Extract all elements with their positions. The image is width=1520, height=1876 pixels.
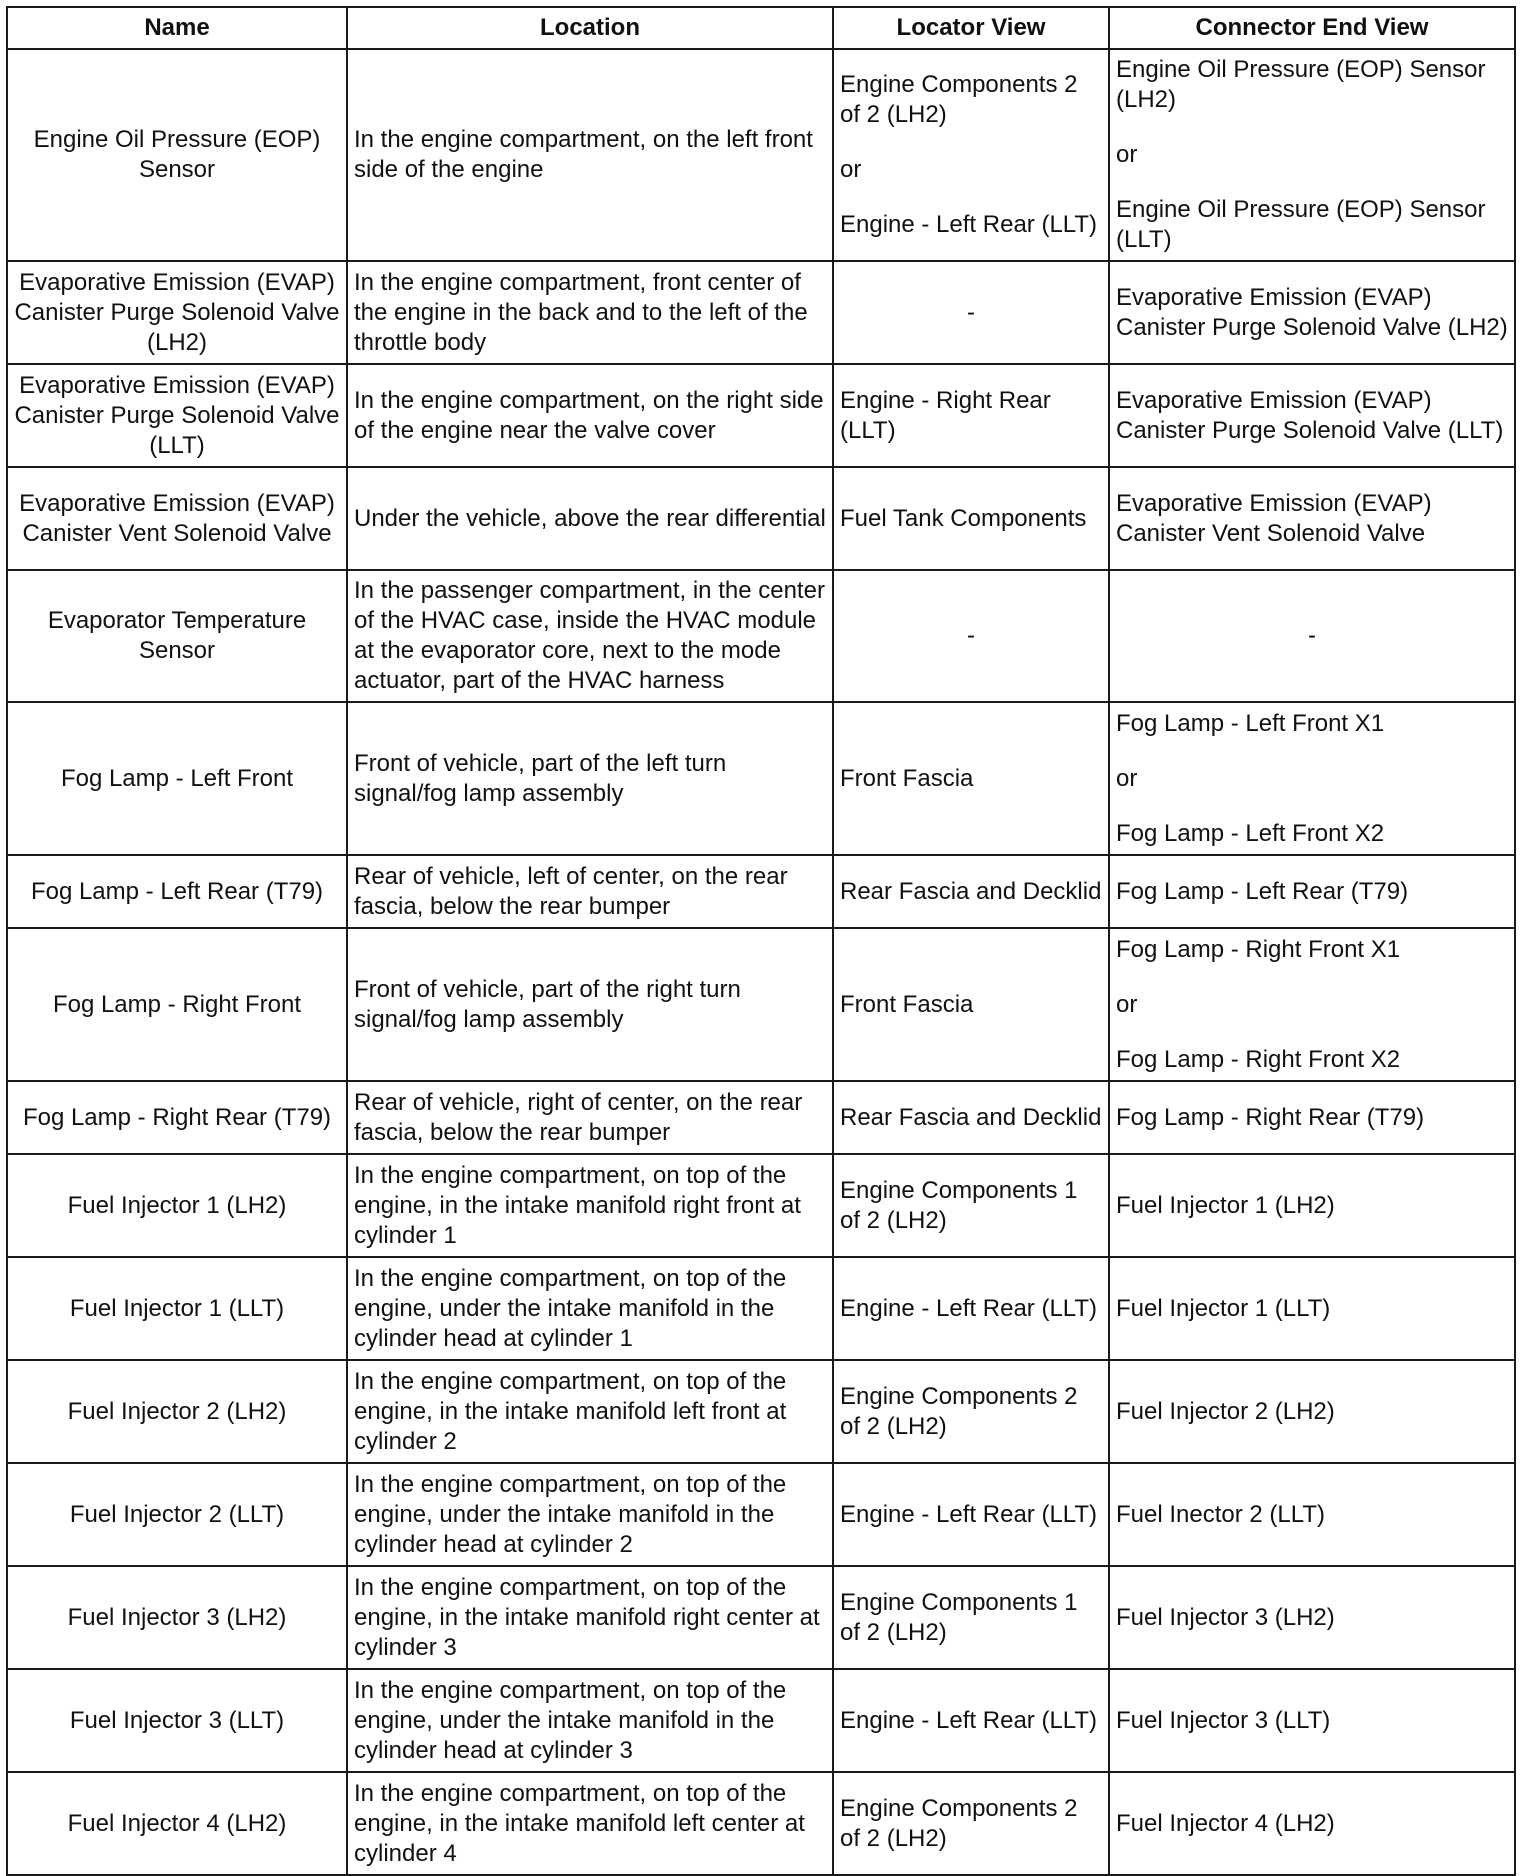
cell-location: In the engine compartment, on the left front side of the engine [347,49,833,261]
connector-view-link[interactable]: Fuel Injector 4 (LH2) [1116,1809,1335,1837]
table-row [7,467,1515,570]
table-header-row [7,7,1515,49]
cell-name: Fog Lamp - Right Front [7,928,347,1081]
cell-locator-view [833,928,1109,1081]
empty-dash: - [967,622,975,649]
cell-locator-view [833,467,1109,570]
cell-connector-end-view [1109,570,1515,702]
cell-location: In the engine compartment, on the right side of the engine near the valve cover [347,364,833,467]
or-separator: or [840,156,862,183]
locator-view-link[interactable]: Front Fascia [840,764,974,792]
connector-view-link[interactable]: Evaporative Emission (EVAP) Canister Purge Solenoid Valve (LH2) [1116,283,1508,341]
cell-locator-view [833,855,1109,928]
table-row [7,1081,1515,1154]
cell-location: In the engine compartment, on top of the engine, in the intake manifold left center at cylinder 4 [347,1772,833,1875]
column-header-locator-view: Locator View [833,7,1109,49]
table-row [7,855,1515,928]
cell-location: In the engine compartment, on top of the engine, in the intake manifold left front at cylinder 2 [347,1360,833,1463]
cell-locator-view [833,364,1109,467]
cell-location: Front of vehicle, part of the left turn signal/fog lamp assembly [347,702,833,855]
cell-locator-view [833,570,1109,702]
cell-locator-view [833,1081,1109,1154]
cell-connector-end-view [1109,49,1515,261]
connector-view-link[interactable]: Engine Oil Pressure (EOP) Sensor (LH2) [1116,56,1486,113]
locator-view-link[interactable]: Engine Components 2 of 2 (LH2) [840,1794,1078,1852]
locator-view-link[interactable]: Engine - Left Rear (LLT) [840,1500,1098,1528]
table-row [7,702,1515,855]
cell-name: Fog Lamp - Left Rear (T79) [7,855,347,928]
or-separator: or [1116,990,1138,1018]
cell-connector-end-view [1109,467,1515,570]
cell-location: Under the vehicle, above the rear differential [347,467,833,570]
cell-connector-end-view [1109,1154,1515,1257]
cell-connector-end-view [1109,1081,1515,1154]
cell-name: Fuel Injector 1 (LLT) [7,1257,347,1360]
table-row [7,1360,1515,1463]
cell-name: Engine Oil Pressure (EOP) Sensor [7,49,347,261]
cell-name: Fuel Injector 3 (LLT) [7,1669,347,1772]
cell-location: In the engine compartment, on top of the engine, in the intake manifold right front at cylinder 1 [347,1154,833,1257]
column-header-name: Name [7,7,347,49]
cell-name: Evaporative Emission (EVAP) Canister Purge Solenoid Valve (LH2) [7,261,347,364]
cell-name: Fog Lamp - Right Rear (T79) [7,1081,347,1154]
table-row [7,364,1515,467]
cell-connector-end-view [1109,1257,1515,1360]
connector-view-link[interactable]: Fog Lamp - Right Front X2 [1116,1045,1401,1073]
cell-locator-view [833,1154,1109,1257]
cell-connector-end-view [1109,1566,1515,1669]
connector-view-link[interactable]: Fog Lamp - Left Front X2 [1116,819,1385,847]
locator-view-link[interactable]: Rear Fascia and Decklid [840,1103,1102,1131]
cell-locator-view [833,702,1109,855]
cell-location: In the engine compartment, on top of the engine, under the intake manifold in the cylinder head at cylinder 1 [347,1257,833,1360]
locator-view-link[interactable]: Engine - Left Rear (LLT) [840,211,1098,238]
connector-view-link[interactable]: Fog Lamp - Left Front X1 [1116,709,1385,737]
cell-name: Evaporative Emission (EVAP) Canister Vent Solenoid Valve [7,467,347,570]
cell-name: Fuel Injector 4 (LH2) [7,1772,347,1875]
cell-locator-view [833,1463,1109,1566]
table-row [7,1257,1515,1360]
connector-view-link[interactable]: Fog Lamp - Left Rear (T79) [1116,877,1409,905]
cell-locator-view [833,1669,1109,1772]
table-row [7,261,1515,364]
table-row [7,1463,1515,1566]
cell-locator-view [833,1360,1109,1463]
cell-locator-view [833,1257,1109,1360]
locator-view-link[interactable]: Rear Fascia and Decklid [840,877,1102,905]
component-locator-document [6,6,1514,1876]
connector-view-link[interactable]: Fuel Injector 3 (LLT) [1116,1706,1331,1734]
cell-name: Fuel Injector 1 (LH2) [7,1154,347,1257]
cell-location: In the engine compartment, on top of the engine, under the intake manifold in the cylinder head at cylinder 3 [347,1669,833,1772]
column-header-connector-end-view: Connector End View [1109,7,1515,49]
connector-view-link[interactable]: Fog Lamp - Right Rear (T79) [1116,1103,1425,1131]
empty-dash: - [967,298,975,326]
cell-name: Fog Lamp - Left Front [7,702,347,855]
locator-view-link[interactable]: Engine - Left Rear (LLT) [840,1294,1098,1322]
cell-location: Rear of vehicle, left of center, on the rear fascia, below the rear bumper [347,855,833,928]
table-row [7,1669,1515,1772]
or-separator: or [1116,141,1138,168]
connector-view-link[interactable]: Fuel Injector 2 (LH2) [1116,1397,1335,1425]
cell-name: Fuel Injector 2 (LLT) [7,1463,347,1566]
cell-connector-end-view [1109,1772,1515,1875]
cell-locator-view [833,49,1109,261]
connector-view-link[interactable]: Fuel Injector 3 (LH2) [1116,1603,1335,1631]
table-row [7,928,1515,1081]
connector-view-link[interactable]: Engine Oil Pressure (EOP) Sensor (LLT) [1116,196,1486,253]
cell-name: Fuel Injector 2 (LH2) [7,1360,347,1463]
cell-location: Rear of vehicle, right of center, on the rear fascia, below the rear bumper [347,1081,833,1154]
connector-view-link[interactable]: Fuel Injector 1 (LLT) [1116,1294,1331,1322]
locator-view-link[interactable]: Engine - Left Rear (LLT) [840,1706,1098,1734]
locator-view-link[interactable]: Engine Components 2 of 2 (LH2) [840,71,1078,128]
cell-connector-end-view [1109,855,1515,928]
table-row [7,1566,1515,1669]
locator-view-link[interactable]: Engine Components 1 of 2 (LH2) [840,1588,1078,1646]
cell-location: Front of vehicle, part of the right turn signal/fog lamp assembly [347,928,833,1081]
locator-view-link[interactable]: Engine Components 1 of 2 (LH2) [840,1176,1078,1234]
table-row [7,570,1515,702]
cell-connector-end-view [1109,1463,1515,1566]
locator-view-link[interactable]: Front Fascia [840,990,974,1018]
cell-connector-end-view [1109,928,1515,1081]
table-row [7,1772,1515,1875]
locator-view-link[interactable]: Engine Components 2 of 2 (LH2) [840,1382,1078,1440]
cell-locator-view [833,1772,1109,1875]
empty-dash: - [1308,622,1316,649]
column-header-location: Location [347,7,833,49]
cell-name: Evaporator Temperature Sensor [7,570,347,702]
locator-view-link[interactable]: Fuel Tank Components [840,504,1087,532]
cell-name: Fuel Injector 3 (LH2) [7,1566,347,1669]
locator-view-link[interactable]: Engine - Right Rear (LLT) [840,386,1051,444]
cell-connector-end-view [1109,364,1515,467]
cell-locator-view [833,1566,1109,1669]
cell-location: In the engine compartment, front center of the engine in the back and to the left of the throttle body [347,261,833,364]
table-row [7,49,1515,261]
or-separator: or [1116,764,1138,792]
cell-location: In the passenger compartment, in the center of the HVAC case, inside the HVAC module at the evaporator core, next to the mode actuator, part of the HVAC harness [347,570,833,702]
component-locator-table [6,6,1516,1876]
connector-view-link[interactable]: Fuel Inector 2 (LLT) [1116,1500,1325,1528]
cell-connector-end-view [1109,261,1515,364]
cell-locator-view [833,261,1109,364]
cell-connector-end-view [1109,702,1515,855]
cell-name: Evaporative Emission (EVAP) Canister Purge Solenoid Valve (LLT) [7,364,347,467]
connector-view-link[interactable]: Evaporative Emission (EVAP) Canister Purge Solenoid Valve (LLT) [1116,386,1504,444]
connector-view-link[interactable]: Fuel Injector 1 (LH2) [1116,1191,1335,1219]
connector-view-link[interactable]: Evaporative Emission (EVAP) Canister Vent Solenoid Valve [1116,489,1432,547]
connector-view-link[interactable]: Fog Lamp - Right Front X1 [1116,935,1401,963]
cell-connector-end-view [1109,1360,1515,1463]
cell-connector-end-view [1109,1669,1515,1772]
table-row [7,1154,1515,1257]
cell-location: In the engine compartment, on top of the engine, under the intake manifold in the cylinder head at cylinder 2 [347,1463,833,1566]
cell-location: In the engine compartment, on top of the engine, in the intake manifold right center at cylinder 3 [347,1566,833,1669]
